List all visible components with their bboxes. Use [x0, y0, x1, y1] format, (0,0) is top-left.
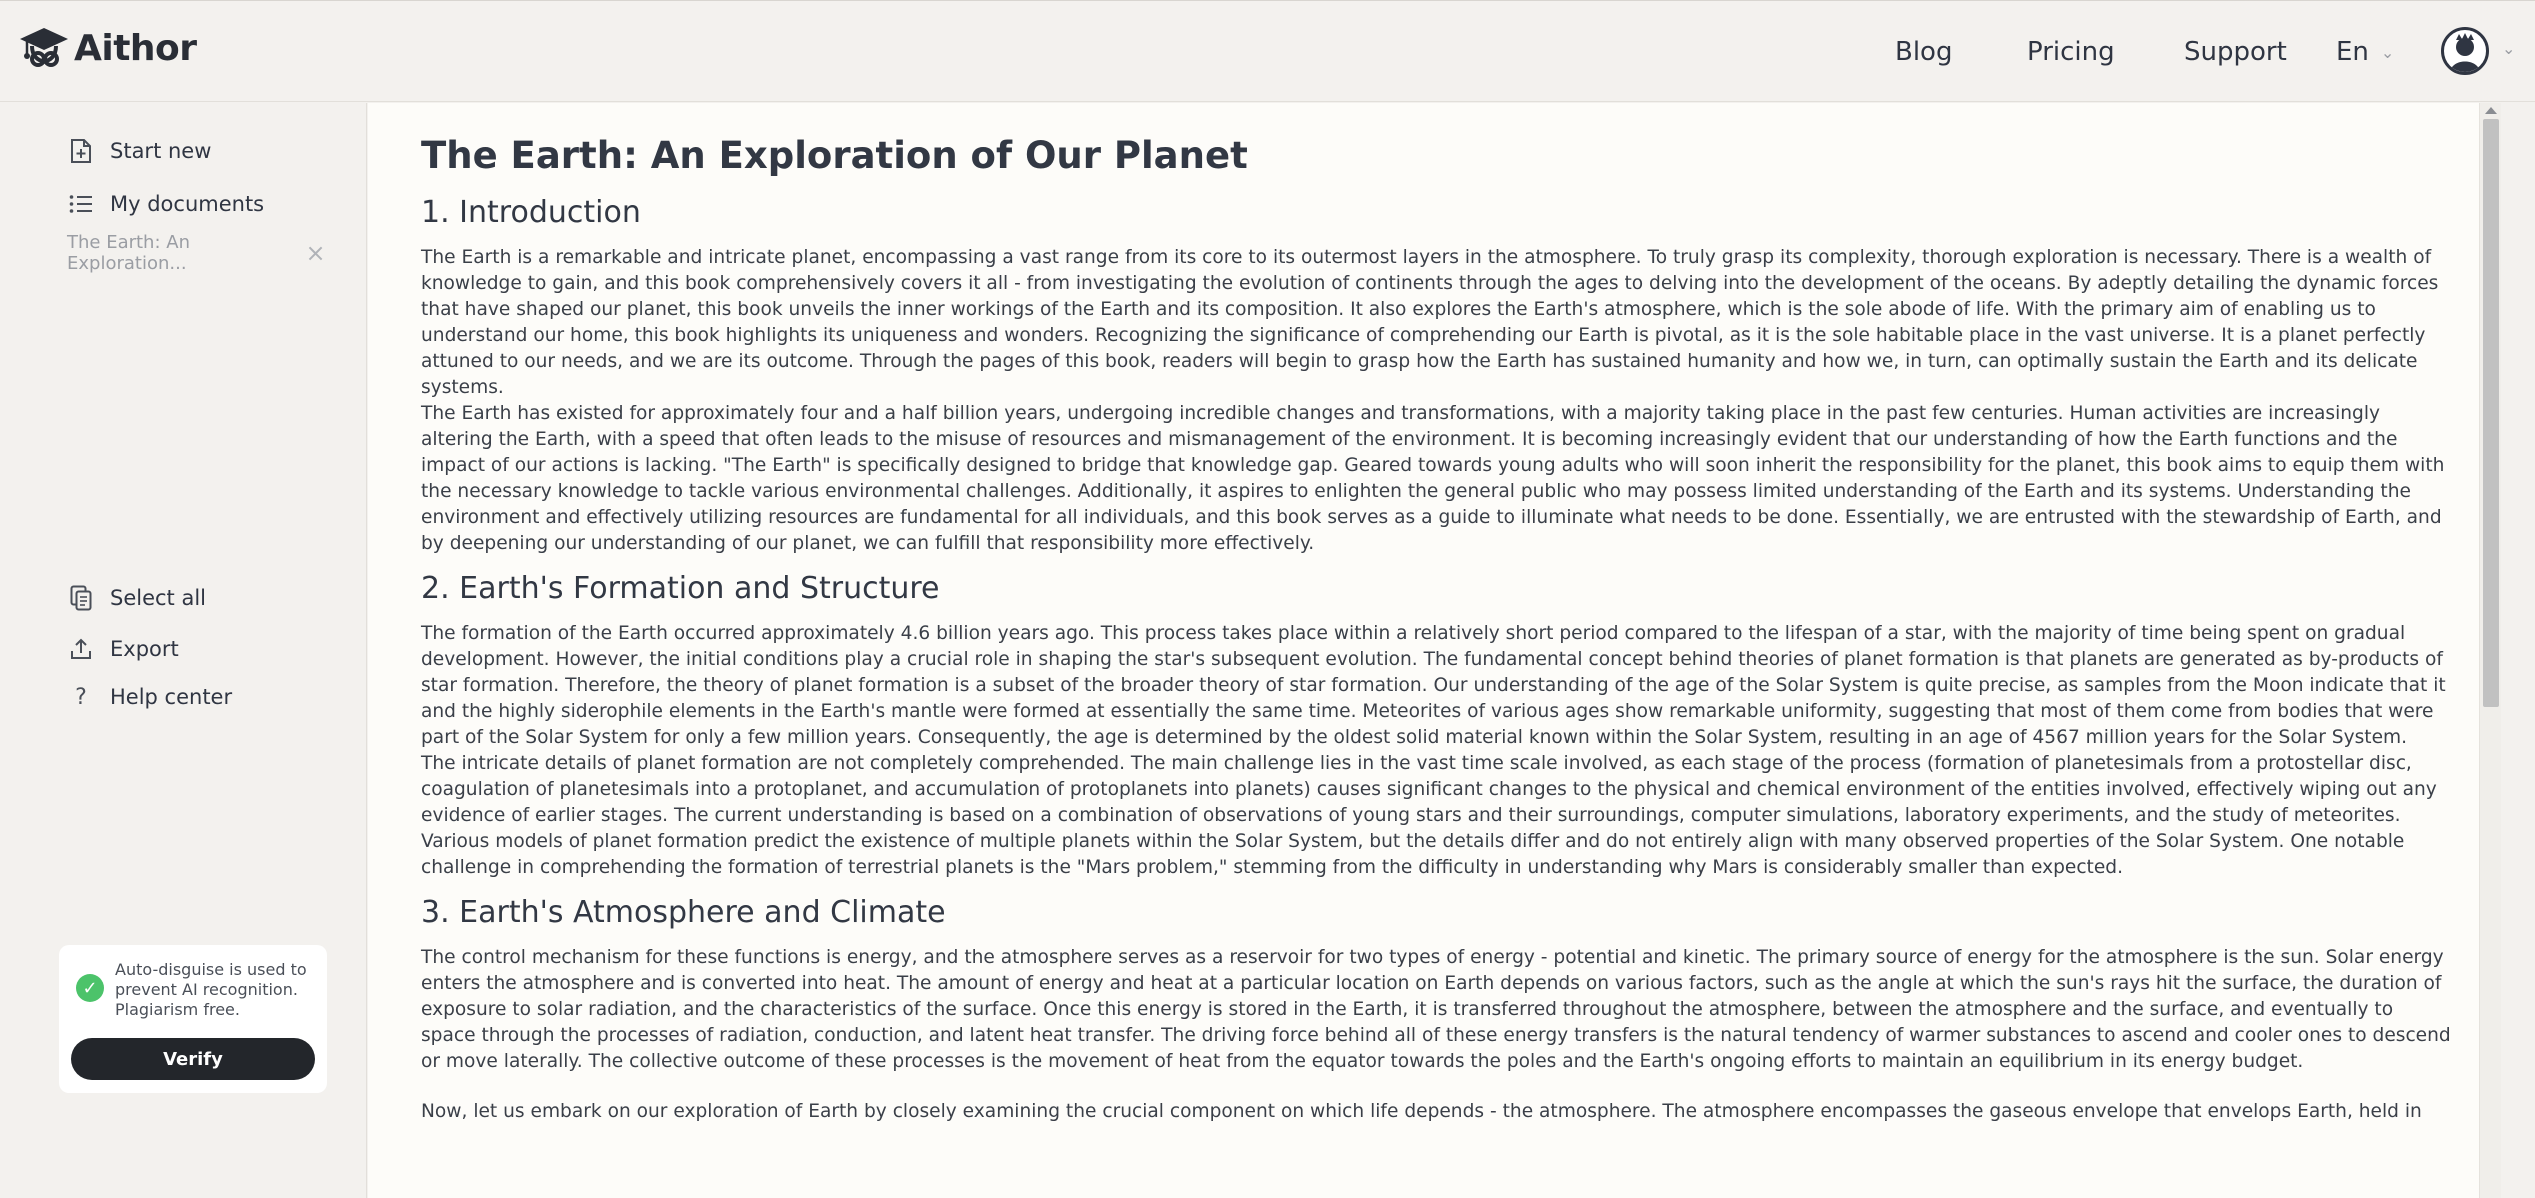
close-icon[interactable]: ×	[305, 239, 326, 267]
question-mark-icon: ?	[75, 684, 87, 710]
document-editor[interactable]	[368, 103, 2479, 1198]
logo-text: Aithor	[74, 27, 197, 69]
sidebar	[0, 103, 367, 1198]
export-label: Export	[110, 637, 179, 661]
graduation-cap-logo-icon	[18, 26, 70, 70]
user-avatar-icon	[2444, 30, 2486, 72]
section-paragraph: Now, let us embark on our exploration of Earth by closely examining the crucial component on which life depends - the atmosphere. The atmosphere encompasses the gaseous envelope that envelops Earth, held in	[421, 1101, 2422, 1122]
start-new-button[interactable]	[68, 133, 211, 169]
document-list-item[interactable]	[67, 232, 327, 274]
logo[interactable]	[18, 23, 197, 73]
nav-pricing-link[interactable]: Pricing	[2027, 37, 2115, 67]
document-title: The Earth: An Exploration of Our Planet	[421, 134, 1248, 177]
help-center-label: Help center	[110, 685, 233, 709]
start-new-label: Start new	[110, 139, 212, 163]
scroll-up-arrow-icon[interactable]	[2485, 107, 2497, 114]
verify-message: Auto-disguise is used to prevent AI recognition. Plagiarism free.	[115, 960, 307, 1019]
my-documents-button[interactable]	[68, 186, 264, 222]
section-paragraph: The Earth has existed for approximately four and a half billion years, undergoing incredible changes and transformations, with a majority taking place in the past few centuries. Human activities are increasingly altering the Earth, with a speed that often leads to the misuse of resources and mismanagement of the environment. It is becoming increasingly evident that our understanding of how the Earth functions and the impact of our actions is lacking. "The Earth" is specifically designed to bridge that knowledge gap. Geared towards young adults who will soon inherit the responsibility for the planet, this book aims to equip them with the necessary knowledge to tackle various environmental challenges. Additionally, it aspires to enlighten the general public who may possess limited understanding of the Earth and its systems. Understanding the environment and effectively utilizing resources are fundamental for all individuals, and this book serves as a guide to illuminate what needs to be done. Essentially, we are entrusted with the stewardship of Earth, and by deepening our understanding of our planet, we can fulfill that responsibility more effectively.	[421, 403, 2445, 554]
right-gutter	[2501, 103, 2535, 1198]
section-paragraph: The control mechanism for these functions is energy, and the atmosphere serves as a reservoir for two types of energy - potential and kinetic. The primary source of energy for the atmosphere is the sun. Solar energy enters the atmosphere and is converted into heat. The amount of energy and heat at a particular location on Earth depends on various factors, such as the angle at which the sun's rays hit the surface, the duration of exposure to solar radiation, and the characteristics of the surface. Once this energy is stored in the Earth, it is transferred throughout the atmosphere, between the atmosphere and the surface, and eventually to space through the processes of radiation, conduction, and latent heat transfer. The driving force behind all of these energy transfers is the natural tendency of warmer substances to ascend and cooler ones to descend or move laterally. The collective outcome of these processes is the movement of heat from the equator towards the poles and the Earth's ongoing efforts to maintain an equilibrium in its energy budget.	[421, 947, 2451, 1072]
section-heading: 1. Introduction	[421, 195, 641, 230]
scrollbar-thumb[interactable]	[2483, 119, 2499, 707]
copy-icon	[68, 585, 94, 611]
document-body[interactable]	[421, 131, 2453, 1125]
section-heading: 2. Earth's Formation and Structure	[421, 571, 940, 606]
language-select[interactable]	[2336, 31, 2394, 73]
check-icon: ✓	[76, 974, 104, 1002]
verify-button[interactable]: Verify	[71, 1038, 315, 1080]
language-label: En	[2336, 37, 2369, 67]
section-paragraph: The Earth is a remarkable and intricate planet, encompassing a vast range from its core to its outermost layers in the atmosphere. To truly grasp its complexity, thorough exploration is necessary. There is a wealth of knowledge to gain, and this book comprehensively covers it all - from investigating the evolution of continents through the ages to delving into the development of the oceans. By adeptly detailing the dynamic forces that have shaped our planet, this book unveils the inner workings of the Earth and its composition. It also explores the Earth's atmosphere, which is the sole abode of life. With the primary aim of enabling us to understand our home, this book highlights its uniqueness and wonders. Recognizing the significance of comprehending our Earth is pivotal, as it is the sole habitable place in the vast universe. It is a planet perfectly attuned to our needs, and we are its outcome. Through the pages of this book, readers will begin to grasp how the Earth has sustained humanity and how we, in turn, can optimally sustain the Earth and its delicate systems.	[421, 247, 2439, 398]
verify-panel	[59, 945, 327, 1093]
upload-icon	[68, 636, 94, 662]
avatar[interactable]	[2441, 27, 2489, 75]
account-chevron-down-icon[interactable]: ⌄	[2502, 41, 2516, 58]
document-list-item-title: The Earth: An Exploration...	[67, 232, 190, 274]
top-bar	[0, 0, 2535, 102]
new-file-icon	[68, 138, 94, 164]
section-heading: 3. Earth's Atmosphere and Climate	[421, 895, 946, 930]
my-documents-label: My documents	[110, 192, 265, 216]
select-all-label: Select all	[110, 586, 206, 610]
help-center-button[interactable]	[68, 679, 232, 715]
section-paragraph: The intricate details of planet formation are not completely comprehended. The main challenge lies in the vast time scale involved, as each stage of the process (formation of planetesimals from a protostellar disc, coagulation of planetesimals into a protoplanet, and accumulation of protoplanets into planets) causes significant changes to the physical and chemical environment of the entities involved, effectively wiping out any evidence of earlier stages. The current understanding is based on a combination of observations of young stars and their surroundings, computer simulations, laboratory experiments, and the study of meteorites. Various models of planet formation predict the existence of multiple planets within the Solar System, but the details differ and do not entirely align with many observed properties of the Solar System. One notable challenge in comprehending the formation of terrestrial planets is the "Mars problem," stemming from the difficulty in understanding why Mars is considerably smaller than expected.	[421, 753, 2437, 878]
select-all-button[interactable]	[68, 580, 206, 616]
export-button[interactable]	[68, 631, 179, 667]
nav-support-link[interactable]: Support	[2184, 37, 2287, 67]
chevron-down-icon: ⌄	[2380, 42, 2395, 62]
list-icon	[68, 191, 94, 217]
vertical-scrollbar[interactable]	[2479, 103, 2501, 1198]
section-paragraph: The formation of the Earth occurred approximately 4.6 billion years ago. This process takes place within a relatively short period compared to the lifespan of a star, with the majority of time being spent on gradual development. However, the initial conditions play a crucial role in shaping the star's subsequent evolution. The fundamental concept behind theories of planet formation is that planets are generated as by-products of star formation. Therefore, the theory of planet formation is a subset of the broader theory of star formation. Our understanding of the age of the Solar System is quite precise, as samples from the Moon indicate that it and the highly siderophile elements in the Earth's mantle were formed at essentially the same time. Meteorites of various ages show remarkable uniformity, suggesting that most of them come from bodies that were part of the Solar System for only a few million years. Consequently, the age is determined by the oldest solid material known within the Solar System, resulting in an age of 4567 million years for the Solar System.	[421, 623, 2446, 748]
nav-blog-link[interactable]: Blog	[1895, 37, 1953, 67]
